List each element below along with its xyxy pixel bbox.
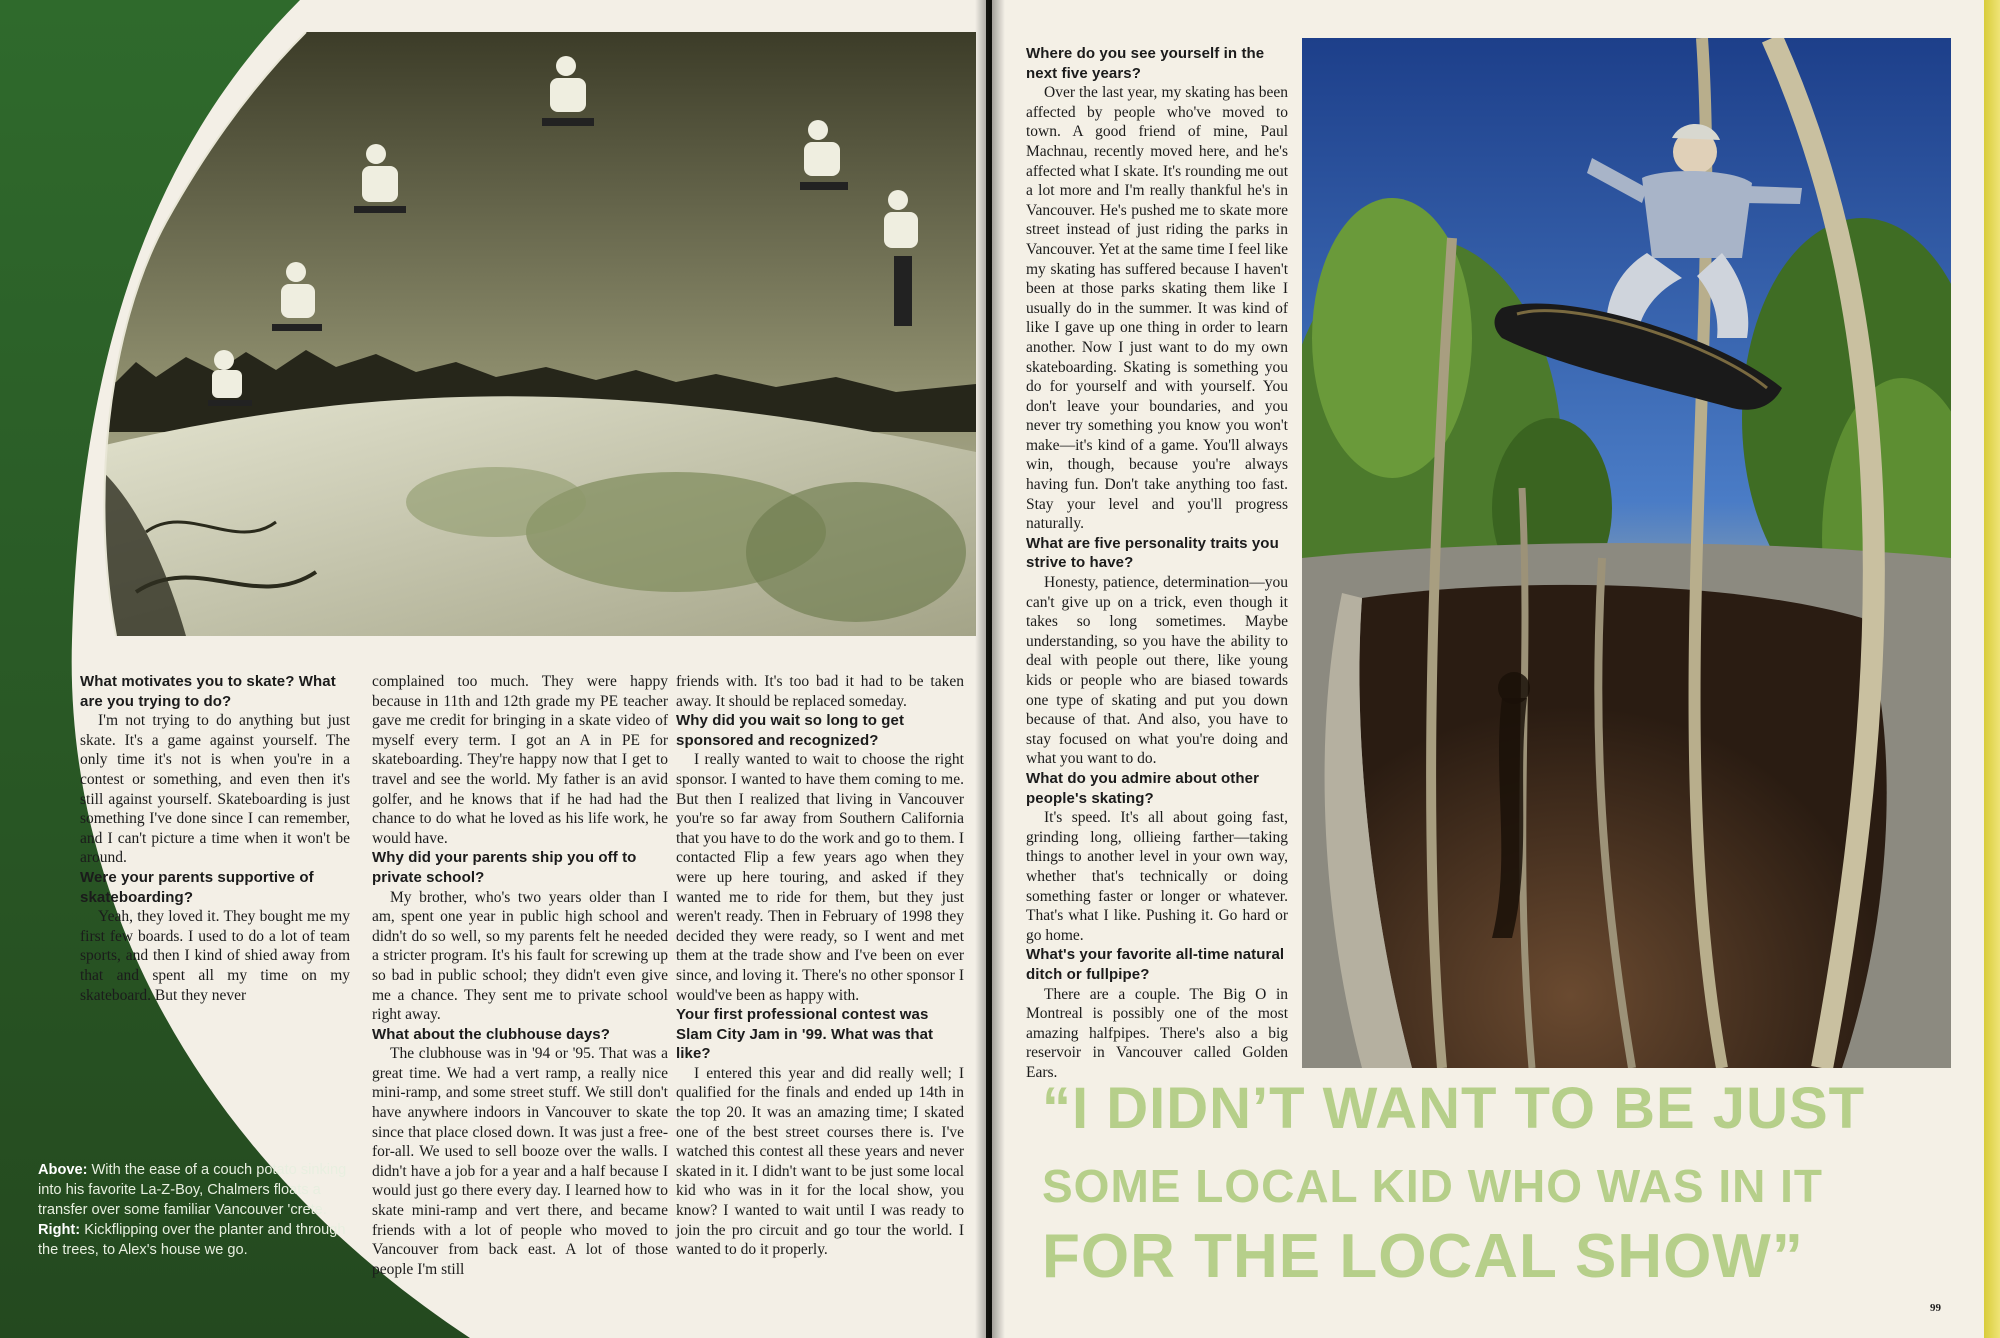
- question: Your first professional contest was Slam City Jam in '99. What was that like?: [676, 1006, 934, 1063]
- answer-continued: friends with. It's too bad it had to be taken away. It should be replaced someday.: [676, 673, 964, 710]
- caption-label-right: Right:: [38, 1222, 81, 1238]
- text-column-2: [372, 672, 668, 1279]
- page-number: 99: [1930, 1302, 1941, 1314]
- photo-caption: [38, 1160, 358, 1260]
- pull-quote-line-2: SOME LOCAL KID WHO WAS IN IT: [1042, 1160, 1824, 1212]
- question: What are five personality traits you strive to have?: [1026, 534, 1279, 572]
- pull-quote-line-1: “I DIDN’T WANT TO BE JUST: [1042, 1076, 1866, 1141]
- answer: The clubhouse was in '94 or '95. That was a great time. We had a vert ramp, a really nice mini-ramp, and some street stuff. We still don't have anywhere indoors in Vancouver to skate since that place closed down. It was just a free-for-all. We used to sell booze over the walls. I didn't have a job for a year and a half because I would just go there every day. I learned how to skate mini-ramp and vert there, and became friends with a lot of people who moved to Vancouver from back east. A lot of those people I'm still: [372, 1045, 668, 1278]
- question: What about the clubhouse days?: [372, 1025, 611, 1043]
- question: What's your favorite all-time natural ditch or fullpipe?: [1026, 946, 1285, 983]
- question: Where do you see yourself in the next five years?: [1026, 45, 1265, 82]
- answer: I entered this year and did really well; I qualified for the finals and ended up 14th in the top 20. It was an amazing time; I skated one of the best street courses there is. I've watched this contest all these years and never skated in it. I didn't want to be just some local kid who was in it for the local show, you know? I wanted to wait until I was ready to join the pro circuit and go tour the world. I wanted to do it properly.: [676, 1064, 964, 1259]
- answer: I'm not trying to do anything but just skate. It's a game against yourself. The only time it's not is when you're in a contest or something, and even then it's still against yourself. Skateboarding is just something I've done since I can remember, and I can't picture a time when it won't be around.: [80, 712, 350, 867]
- answer: Over the last year, my skating has been affected by people who've moved to town. A good friend of mine, Paul Machnau, recently moved here, and he's affected what I skate. It's rounding me out a lot more and I'm really thankful he's in Vancouver. He's pushed me to skate more street instead of just riding the parks in Vancouver. Yet at the same time I feel like my skating has suffered because I haven't been at those parks skating them like I usually do in the summer. It was kind of like I gave up one thing in order to learn another. Now I just want to do my own skateboarding. Skating is something you do for yourself and with yourself. You don't leave your boundaries, and you never try something you know you won't make—it's kind of a game. You'll always win, though, because you're always having fun. Don't take anything too fast. Stay your level and you'll progress naturally.: [1026, 84, 1288, 533]
- left-page: [0, 0, 986, 1338]
- text-column-4: [1026, 44, 1288, 1082]
- caption-label-above: Above:: [38, 1162, 88, 1178]
- answer: My brother, who's two years older than I am, spent one year in public high school and didn't do so well, so my parents felt he needed a stricter program. It's his fault for screwing up so bad in public school; they didn't even give me a chance. They sent me to private school right away.: [372, 888, 668, 1024]
- pull-quote-line-3: FOR THE LOCAL SHOW”: [1042, 1222, 1804, 1291]
- answer: Honesty, patience, determination—you can't give up on a trick, even though it takes so long sometimes. Maybe understanding, so you have the ability to deal with people out there, like young kids or people who are biased towards one type of skating and put you down because of that. And also, you have to stay focused on what you're doing and what you want to do.: [1026, 574, 1288, 768]
- answer: Yeah, they loved it. They bought me my first few boards. I used to do a lot of team sports, and then I kind of shied away from that and spent all my time on my skateboard. But they never: [80, 908, 350, 1004]
- caption-text-above: With the ease of a couch potato sinking into his favorite La-Z-Boy, Chalmers floats a transfer over some familiar Vancouver 'crete.: [38, 1162, 347, 1218]
- kickflip-trees-photo: [1302, 38, 1951, 1068]
- question: What do you admire about other people's skating?: [1026, 769, 1260, 807]
- page-gutter: [975, 0, 1005, 1338]
- answer: It's speed. It's all about going fast, grinding long, ollieing farther—taking things to another level in your own way, whether that's technically or doing something faster or longer or whatever. That's what I like. Pushing it. Go hard or go home.: [1026, 809, 1288, 944]
- question: What motivates you to skate? What are you trying to do?: [80, 673, 336, 710]
- caption-text-right: Kickflipping over the planter and through the trees, to Alex's house we go.: [38, 1222, 346, 1258]
- answer: I really wanted to wait to choose the right sponsor. I wanted to have them coming to me. But then I realized that living in Vancouver you're so far away from Southern California that you have to do the work and go to them. I contacted Flip a few years ago when they were up here touring, and asked if they wanted me to ride for them, but they just weren't ready. Then in February of 1998 they decided they were ready, so I went and met them at the trade show and I've been on ever since, and loving it. There's no other sponsor I would've been as happy with.: [676, 751, 964, 1004]
- answer-continued: complained too much. They were happy because in 11th and 12th grade my PE teacher gave me credit for bringing in a skate video of myself every term. I got an A in PE for skateboarding. They're happy now that I get to travel and see the world. My father is an avid golfer, and he knows that if he had had the chance to do what he loved as his life work, he would have.: [372, 673, 668, 847]
- question: Why did your parents ship you off to private school?: [372, 849, 637, 886]
- page-edge: [1984, 0, 2000, 1338]
- right-page: [992, 0, 2000, 1338]
- question: Were your parents supportive of skateboarding?: [80, 868, 314, 906]
- answer: There are a couple. The Big O in Montreal is possibly one of the most amazing halfpipes. There's also a big reservoir in Vancouver called Golden Ears.: [1026, 985, 1288, 1081]
- text-column-3: [676, 672, 964, 1260]
- question: Why did you wait so long to get sponsored and recognized?: [676, 712, 905, 749]
- bowl-transfer-photo: [76, 32, 976, 636]
- text-column-1: [80, 672, 350, 1005]
